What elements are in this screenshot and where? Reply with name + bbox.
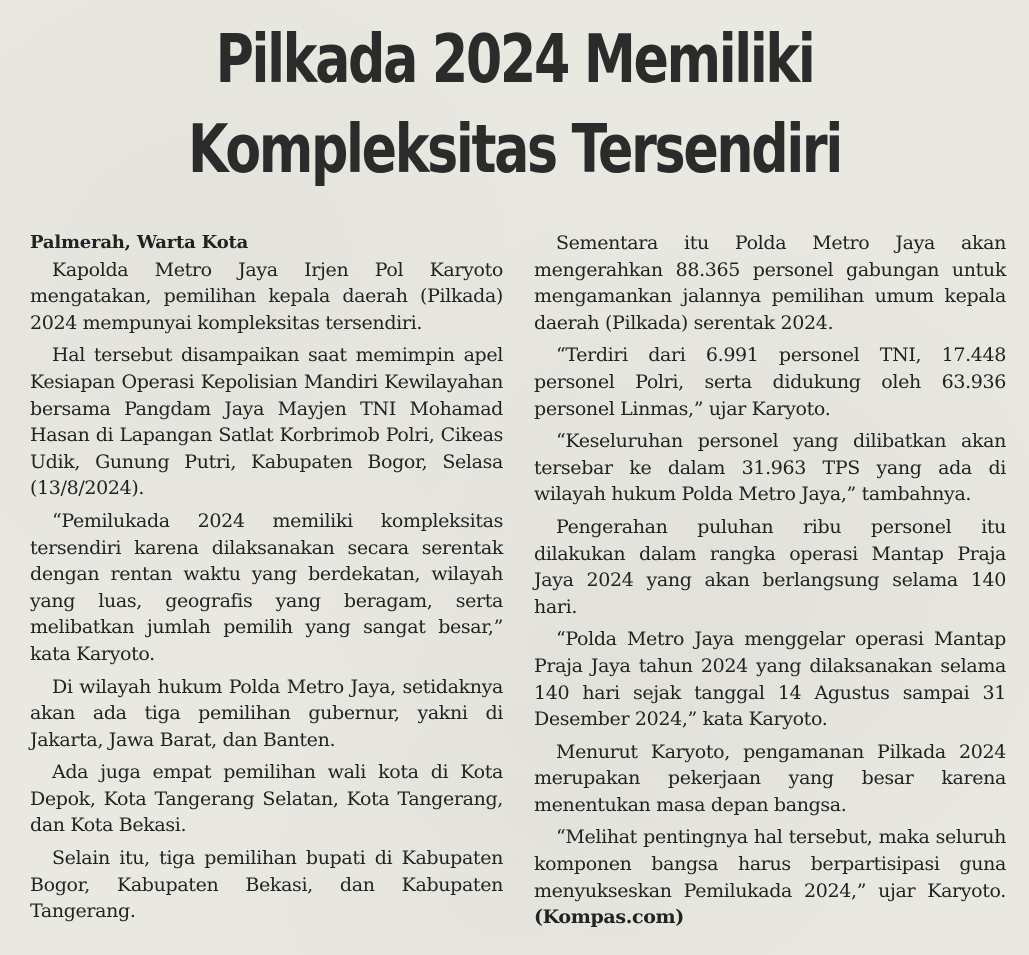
paragraph: Ada juga empat pemilihan wali kota di Kota Depok, Kota Tangerang Selatan, Kota Tangerang, dan Kota Bekasi. — [30, 761, 503, 837]
headline-line-1: Pilkada 2024 Memiliki — [215, 20, 814, 98]
article-headline — [113, 14, 916, 194]
article-column-left — [30, 230, 503, 931]
paragraph: Pengerahan puluhan ribu personel itu dilakukan dalam rangka operasi Mantap Praja Jaya 2024 yang akan berlangsung selama 140 hari. — [534, 515, 1006, 618]
article-column-right — [534, 230, 1006, 937]
headline-line-2: Kompleksitas Tersendiri — [188, 110, 841, 188]
paragraph: “Polda Metro Jaya menggelar operasi Mantap Praja Jaya tahun 2024 yang dilaksanakan selama 140 hari sejak tanggal 14 Agustus sampai 31 Desember 2024,” kata Karyoto. — [534, 628, 1006, 731]
dateline: Palmerah, Warta Kota — [30, 232, 249, 253]
final-paragraph — [534, 824, 1006, 930]
source-credit: (Kompas.com) — [534, 906, 684, 929]
final-paragraph-text: “Melihat pentingnya hal tersebut, maka seluruh komponen bangsa harus berpartisipasi guna menyukseskan Pemilukada 2024,” ujar Karyoto. — [534, 826, 1006, 902]
paragraph: “Terdiri dari 6.991 personel TNI, 17.448 personel Polri, serta didukung oleh 63.936 personel Linmas,” ujar Karyoto. — [534, 344, 1006, 420]
paragraph: Selain itu, tiga pemilihan bupati di Kabupaten Bogor, Kabupaten Bekasi, dan Kabupaten Tangerang. — [30, 847, 503, 923]
paragraph: “Pemilukada 2024 memiliki kompleksitas tersendiri karena dilaksanakan secara serentak dengan rentan waktu yang berdekatan, wilayah yang luas, geografis yang beragam, serta melibatkan jumlah pemilih yang sangat besar,” kata Karyoto. — [30, 509, 503, 665]
paragraph: Menurut Karyoto, pengamanan Pilkada 2024 merupakan pekerjaan yang besar karena menentukan masa depan bangsa. — [534, 740, 1006, 816]
paragraph: Kapolda Metro Jaya Irjen Pol Karyoto mengatakan, pemilihan kepala daerah (Pilkada) 2024 mempunyai kompleksitas tersendiri. — [30, 258, 503, 334]
paragraph: Sementara itu Polda Metro Jaya akan mengerahkan 88.365 personel gabungan untuk mengamankan jalannya pemilihan umum kepala daerah (Pilkada) serentak 2024. — [534, 232, 1006, 334]
paragraph: Hal tersebut disampaikan saat memimpin apel Kesiapan Operasi Kepolisian Mandiri Kewilayahan bersama Pangdam Jaya Mayjen TNI Mohamad Hasan di Lapangan Satlat Korbrimob Polri, Cikeas Udik, Gunung Putri, Kabupaten Bogor, Selasa (13/8/2024). — [30, 344, 503, 500]
paragraph: Di wilayah hukum Polda Metro Jaya, setidaknya akan ada tiga pemilihan gubernur, yakni di Jakarta, Jawa Barat, dan Banten. — [30, 675, 503, 751]
paragraph: “Keseluruhan personel yang dilibatkan akan tersebar ke dalam 31.963 TPS yang ada di wilayah hukum Polda Metro Jaya,” tambahnya. — [534, 430, 1006, 506]
